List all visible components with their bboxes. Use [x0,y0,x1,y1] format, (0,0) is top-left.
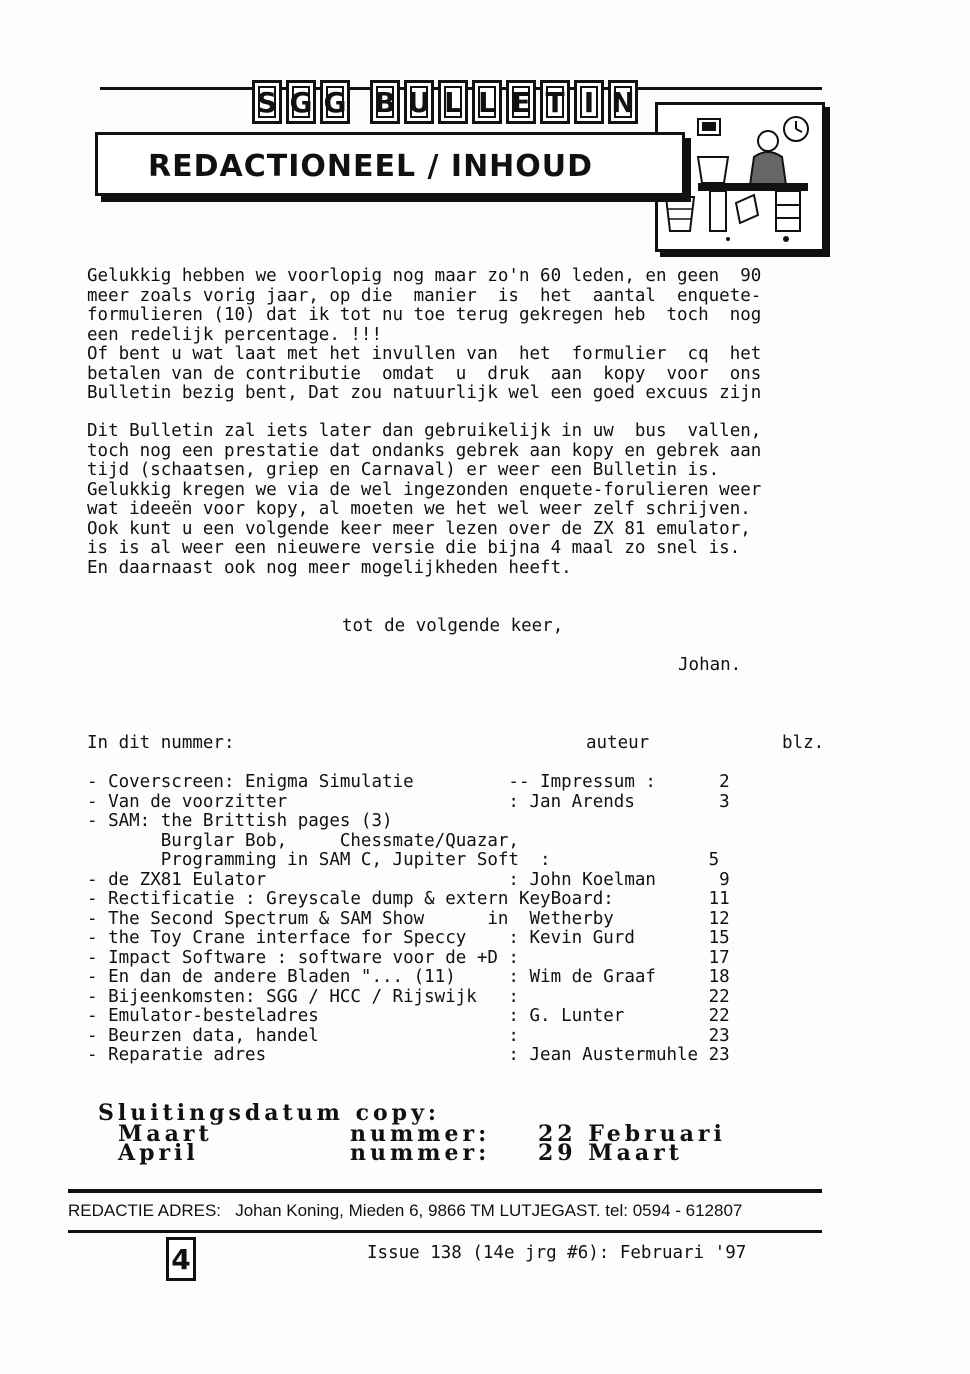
signature: Johan. [678,655,742,675]
masthead-letter: T [540,80,570,124]
masthead [252,80,642,124]
toc-line: Burglar Bob, Chessmate/Quazar, [87,830,519,851]
section-title-box [95,132,685,196]
toc-heading: In dit nummer: [87,733,235,753]
toc-line: - Impact Software : software voor de +D : 17 [87,947,730,968]
masthead-letter: G [286,80,316,124]
toc-line: - Rectificatie : Greyscale dump & extern KeyBoard: 11 [87,889,730,909]
deadline-date: 29 Maart [538,1140,683,1166]
toc-line: - Beurzen data, handel : 23 [87,1025,730,1046]
toc-line: - Van de voorzitter : Jan Arends 3 [87,791,730,812]
masthead-letter: U [404,80,434,124]
masthead-letter: E [506,80,536,124]
toc-page-header: blz. [782,733,825,753]
toc-line: Programming in SAM C, Jupiter Soft : 5 [87,850,720,870]
masthead-letter: L [438,80,468,124]
page-title: REDACTIONEEL / INHOUD [148,149,594,184]
deadline-label: nummer: [350,1121,491,1147]
intro-paragraph: Gelukkig hebben we voorlopig nog maar zo'n 60 leden, en geen 90 meer zoals vorig jaar, op die manier is het aantal enquete- formulieren (10) dat ik tot nu toe terug gekregen heb toch nog een redelijk percentage. !!! Of bent u wat laat met het invullen van het formulier cq het betalen van de contributie omdat u druk aan kopy voor ons Bulletin bezig bent, Dat zou natuurlijk wel een goed excuus zijn [87,266,762,403]
closing-line: tot de volgende keer, [342,616,564,636]
toc-author-header: auteur [586,733,650,753]
page-number: 4 [166,1237,196,1281]
deadline-label: nummer: [350,1140,491,1166]
deadline-heading: Sluitingsdatum copy: [98,1100,440,1126]
toc-line: - Emulator-besteladres : G. Lunter 22 [87,1006,730,1026]
deadline-month: Maart [118,1121,213,1147]
issue-line: Issue 138 (14e jrg #6): Februari '97 [367,1243,747,1263]
intro-paragraph: Dit Bulletin zal iets later dan gebruikelijk in uw bus vallen, toch nog een prestatie dat ondanks gebrek aan kopy en gebrek aan tijd (schaatsen, griep en Carnaval) er weer een Bulletin is. Gelukkig kregen we via de wel ingezonden enquete-forulieren weer wat ideeën voor kopy, al moeten we het wel weer zelf schrijven. Ook kunt u een volgende keer meer lezen over de ZX 81 emulator, is is al weer een nieuwere versie die bijna 4 maal zo snel is. En daarnaast ook nog meer mogelijkheden heeft. [87,421,762,578]
masthead-letter: B [370,80,400,124]
masthead-letter: N [608,80,638,124]
masthead-letter: G [320,80,350,124]
deadline-date: 22 Februari [538,1121,726,1147]
toc-line: - The Second Spectrum & SAM Show in Wetherby 12 [87,908,730,929]
toc-line: - Reparatie adres : Jean Austermuhle 23 [87,1045,730,1065]
toc-line: - the Toy Crane interface for Speccy : Kevin Gurd 15 [87,928,730,948]
toc-line: - Bijeenkomsten: SGG / HCC / Rijswijk : 22 [87,986,730,1007]
toc-line: - Coverscreen: Enigma Simulatie -- Impressum : 2 [87,772,730,792]
address-rule-top [68,1189,822,1193]
table-of-contents [87,773,730,1066]
toc-line: - de ZX81 Eulator : John Koelman 9 [87,869,730,890]
masthead-letter: L [472,80,502,124]
toc-line: - SAM: the Brittish pages (3) [87,811,393,831]
masthead-letter: S [252,80,282,124]
deadline-month: April [118,1140,199,1166]
toc-line: - En dan de andere Bladen "... (11) : Wim de Graaf 18 [87,967,730,987]
address-rule-bottom [68,1230,822,1233]
masthead-letter: I [574,80,604,124]
editorial-address: REDACTIE ADRES: Johan Koning, Mieden 6, 9866 TM LUTJEGAST. tel: 0594 - 612807 [68,1201,743,1220]
